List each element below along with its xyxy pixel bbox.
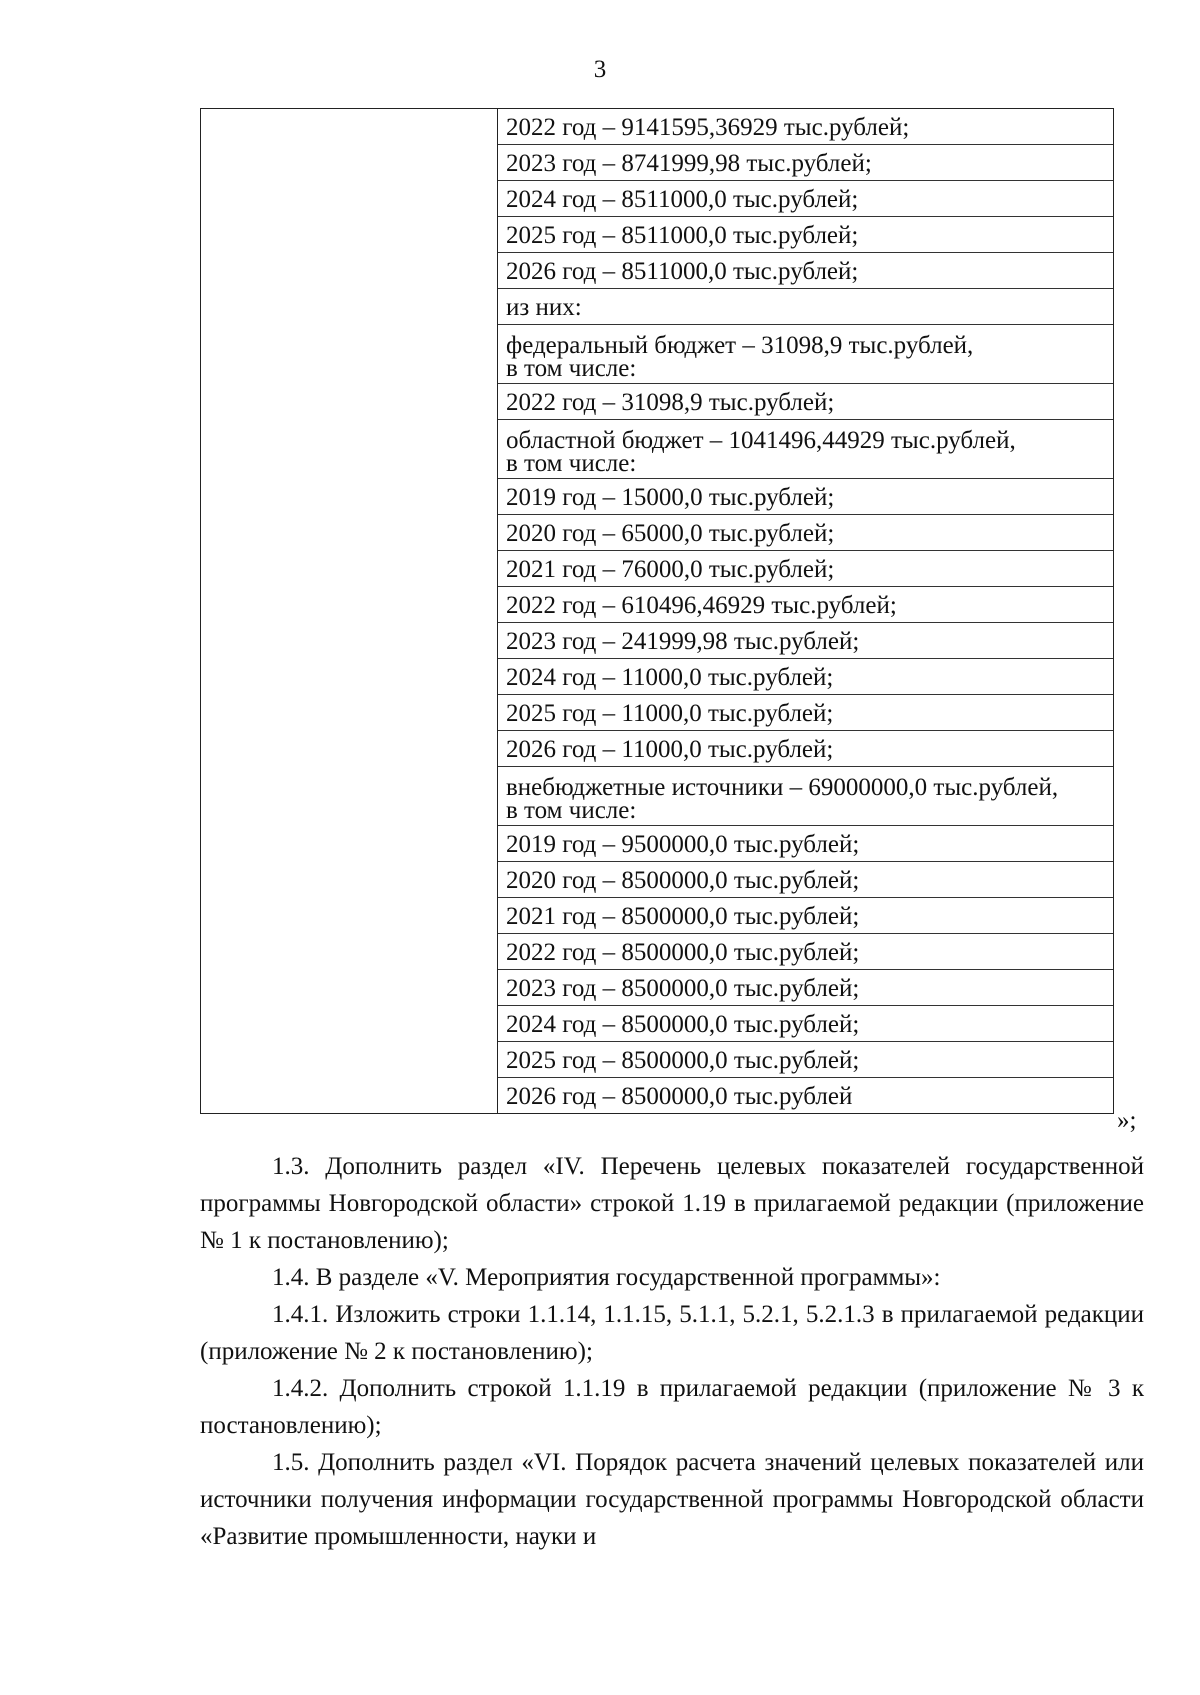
- financing-line: 2022 год – 8500000,0 тыс.рублей;: [498, 934, 1113, 970]
- financing-line: 2023 год – 241999,98 тыс.рублей;: [498, 623, 1113, 659]
- financing-line: 2019 год – 9500000,0 тыс.рублей;: [498, 826, 1113, 862]
- financing-line: 2021 год – 76000,0 тыс.рублей;: [498, 551, 1113, 587]
- financing-line-sub: в том числе:: [506, 450, 637, 477]
- financing-line: 2024 год – 8511000,0 тыс.рублей;: [498, 181, 1113, 217]
- financing-line: 2024 год – 11000,0 тыс.рублей;: [498, 659, 1113, 695]
- financing-line: 2020 год – 65000,0 тыс.рублей;: [498, 515, 1113, 551]
- paragraph-1-5: 1.5. Дополнить раздел «VI. Порядок расчета значений целевых показателей или источники получения информации государственной программы Новгородской области «Развитие промышленности, науки и: [200, 1449, 1144, 1550]
- financing-line: [498, 767, 1113, 826]
- paragraph-1-4-2: 1.4.2. Дополнить строкой 1.1.19 в прилагаемой редакции (приложение № 3 к постановлению);: [200, 1375, 1144, 1439]
- financing-line: [498, 325, 1113, 384]
- financing-line: 2026 год – 11000,0 тыс.рублей;: [498, 731, 1113, 767]
- financing-line-sub: в том числе:: [506, 355, 637, 382]
- table-right-cell: [498, 109, 1114, 1114]
- financing-line: 2025 год – 8511000,0 тыс.рублей;: [498, 217, 1113, 253]
- financing-line: 2025 год – 11000,0 тыс.рублей;: [498, 695, 1113, 731]
- financing-line-heading: внебюджетные источники – 69000000,0 тыс.рублей,: [506, 774, 1059, 801]
- financing-line: 2019 год – 15000,0 тыс.рублей;: [498, 479, 1113, 515]
- financing-line: 2026 год – 8511000,0 тыс.рублей;: [498, 253, 1113, 289]
- page-number: 3: [593, 56, 607, 83]
- financing-line: 2020 год – 8500000,0 тыс.рублей;: [498, 862, 1113, 898]
- financing-line-heading: федеральный бюджет – 31098,9 тыс.рублей,: [506, 332, 974, 359]
- body-text: [200, 1148, 1144, 1555]
- table-row: [201, 109, 1114, 1114]
- financing-line-heading: областной бюджет – 1041496,44929 тыс.рублей,: [506, 427, 1016, 454]
- financing-line: 2025 год – 8500000,0 тыс.рублей;: [498, 1042, 1113, 1078]
- paragraph-1-4-1: 1.4.1. Изложить строки 1.1.14, 1.1.15, 5.1.1, 5.2.1, 5.2.1.3 в прилагаемой редакции (приложение № 2 к постановлению);: [200, 1301, 1144, 1365]
- table-closing-mark: »;: [1117, 1107, 1137, 1134]
- paragraph-1-4: 1.4. В разделе «V. Мероприятия государственной программы»:: [272, 1264, 941, 1291]
- financing-line: 2023 год – 8500000,0 тыс.рублей;: [498, 970, 1113, 1006]
- financing-table: [200, 108, 1114, 1114]
- financing-line: 2022 год – 31098,9 тыс.рублей;: [498, 384, 1113, 420]
- table-left-cell: [201, 109, 498, 1114]
- financing-line: 2022 год – 610496,46929 тыс.рублей;: [498, 587, 1113, 623]
- financing-line: 2022 год – 9141595,36929 тыс.рублей;: [498, 109, 1113, 145]
- financing-line: из них:: [498, 289, 1113, 325]
- financing-lines: [498, 109, 1113, 1113]
- financing-line: 2026 год – 8500000,0 тыс.рублей: [506, 1083, 853, 1110]
- financing-line: [498, 420, 1113, 479]
- financing-line: 2024 год – 8500000,0 тыс.рублей;: [498, 1006, 1113, 1042]
- financing-line: 2023 год – 8741999,98 тыс.рублей;: [498, 145, 1113, 181]
- financing-line-sub: в том числе:: [506, 797, 637, 824]
- paragraph-1-3: 1.3. Дополнить раздел «IV. Перечень целевых показателей государственной программы Новгородской области» строкой 1.19 в прилагаемой редакции (приложение № 1 к постановлению);: [200, 1153, 1144, 1254]
- financing-line: 2021 год – 8500000,0 тыс.рублей;: [498, 898, 1113, 934]
